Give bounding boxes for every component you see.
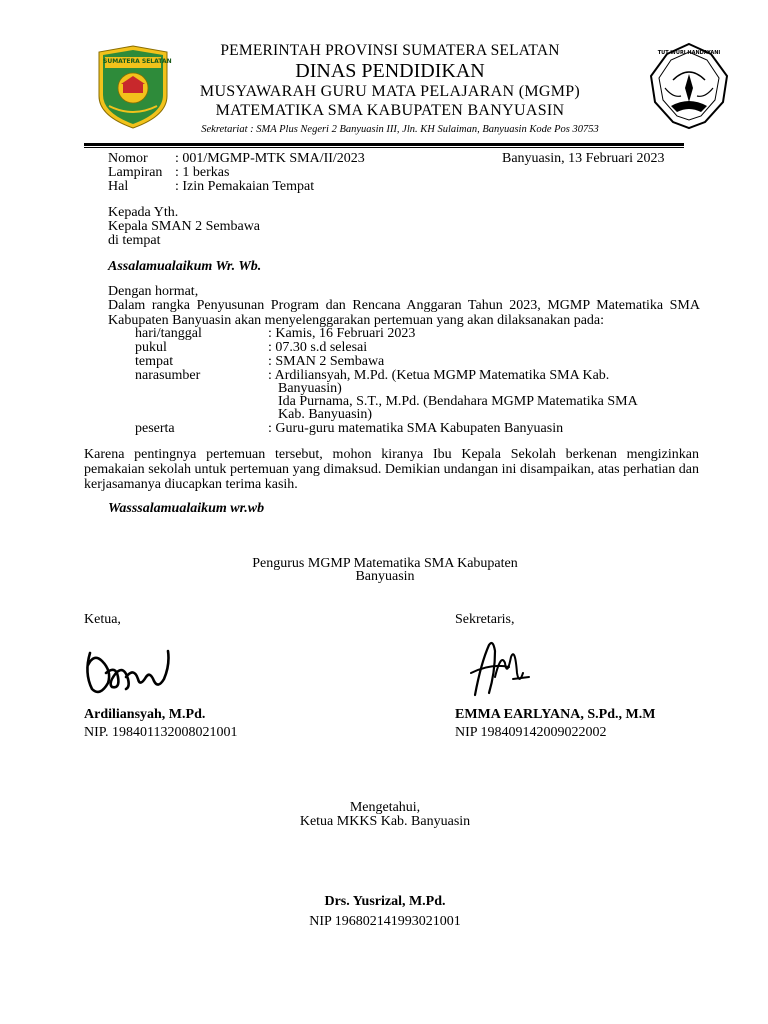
header-divider-thick	[84, 143, 684, 146]
header-government: PEMERINTAH PROVINSI SUMATERA SELATAN	[220, 42, 560, 59]
recipient-line-2: Kepala SMAN 2 Sembawa	[108, 219, 261, 234]
tempat-label: tempat	[135, 354, 174, 369]
ketua-nip: NIP. 198401132008021001	[84, 725, 238, 740]
narasumber-label: narasumber	[135, 368, 201, 383]
intro-paragraph: Dalam rangka Penyusunan Program dan Rencana Anggaran Tahun 2023, MGMP Matematika SMA Kabupaten Banyuasin akan menyelenggarakan pertemuan yang akan dilaksanakan pada:	[108, 298, 700, 328]
sekretaris-title: Sekretaris,	[455, 612, 515, 627]
recipient-line-1: Kepada Yth.	[108, 205, 179, 220]
narasumber-2-line-2: Kab. Banyuasin)	[278, 407, 373, 422]
sekretaris-signature-icon	[465, 633, 535, 703]
narasumber-2-line-1: Ida Purnama, S.T., M.Pd. (Bendahara MGMP Matematika SMA	[278, 394, 638, 409]
mkks-name: Drs. Yusrizal, M.Pd.	[324, 894, 446, 909]
hari-label: hari/tanggal	[135, 326, 202, 341]
closing-greeting: Wasssalamualaikum wr.wb	[108, 501, 265, 516]
narasumber-1-line-1: : Ardiliansyah, M.Pd. (Ketua MGMP Matematika SMA Kab.	[268, 368, 610, 383]
header-department: DINAS PENDIDIKAN	[295, 60, 485, 82]
mkks-title: Ketua MKKS Kab. Banyuasin	[299, 814, 471, 829]
peserta-label: peserta	[135, 421, 175, 436]
closing-paragraph: Karena pentingnya pertemuan tersebut, mohon kiranya Ibu Kepala Sekolah berkenan mengizinkan pemakaian sekolah untuk pertemuan yang dimaksud. Demikian undangan ini disampaikan, atas perhatian dan kerjasamanya diucapkan terima kasih.	[84, 447, 699, 492]
opening: Dengan hormat,	[108, 284, 199, 299]
ketua-signature-icon	[82, 643, 177, 698]
lampiran-label: Lampiran	[108, 165, 163, 180]
mengetahui-label: Mengetahui,	[349, 800, 421, 815]
greeting: Assalamualaikum Wr. Wb.	[108, 259, 262, 274]
mkks-nip: NIP 196802141993021001	[309, 914, 461, 929]
hal-label: Hal	[108, 179, 129, 194]
recipient-line-3: di tempat	[108, 233, 161, 248]
tempat-value: : SMAN 2 Sembawa	[268, 354, 385, 369]
lampiran-value: : 1 berkas	[175, 165, 230, 180]
header-divider-thin	[84, 147, 684, 148]
ketua-title: Ketua,	[84, 612, 121, 627]
org-line-2: Banyuasin	[355, 569, 415, 584]
logo-left-text: SUMATERA SELATAN	[103, 58, 172, 65]
sekretaris-nip: NIP 198409142009022002	[455, 725, 607, 740]
narasumber-1-line-2: Banyuasin)	[278, 381, 342, 396]
sumatera-selatan-logo-icon	[95, 44, 171, 130]
peserta-value: : Guru-guru matematika SMA Kabupaten Banyuasin	[268, 421, 564, 436]
sekretaris-name: EMMA EARLYANA, S.Pd., M.M	[455, 707, 656, 722]
logo-right-text: TUT WURI HANDAYANI	[657, 50, 721, 56]
nomor-label: Nomor	[108, 151, 148, 166]
header-mgmp-subject: MATEMATIKA SMA KABUPATEN BANYUASIN	[215, 102, 565, 119]
header-mgmp: MUSYAWARAH GURU MATA PELAJARAN (MGMP)	[199, 83, 581, 100]
header-address: Sekretariat : SMA Plus Negeri 2 Banyuasin III, Jln. KH Sulaiman, Banyuasin Kode Pos 30753	[201, 124, 599, 135]
org-line-1: Pengurus MGMP Matematika SMA Kabupaten	[252, 556, 518, 571]
pukul-label: pukul	[135, 340, 167, 355]
hal-value: : Izin Pemakaian Tempat	[175, 179, 315, 194]
place-date: Banyuasin, 13 Februari 2023	[502, 151, 665, 166]
pukul-value: : 07.30 s.d selesai	[268, 340, 368, 355]
nomor-value: : 001/MGMP-MTK SMA/II/2023	[175, 151, 365, 166]
ketua-name: Ardiliansyah, M.Pd.	[84, 707, 206, 722]
hari-value: : Kamis, 16 Februari 2023	[268, 326, 416, 341]
